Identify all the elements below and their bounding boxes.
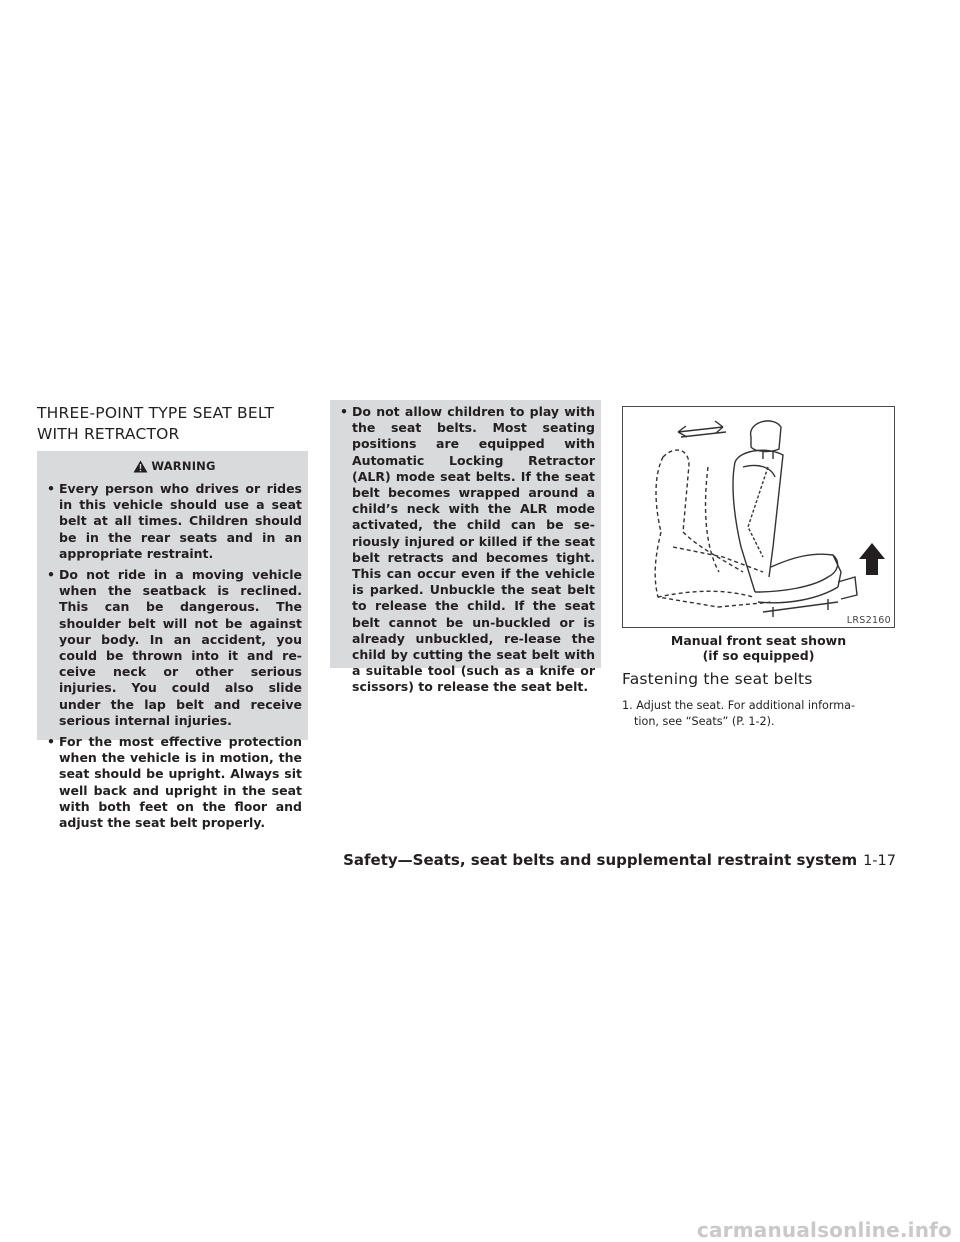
watermark — [0, 1218, 960, 1242]
watermark-text: carmanualsonline.info — [696, 1218, 952, 1242]
step-1 — [622, 698, 896, 729]
bullet: • — [340, 404, 348, 419]
warning-label: WARNING — [151, 459, 216, 473]
caption-line-1: Manual front seat shown — [670, 633, 847, 648]
section-title — [37, 403, 307, 445]
warning-item — [340, 404, 595, 696]
warning-triangle-icon — [133, 460, 148, 473]
footer-section: Safety—Seats, seat belts and supplemental restraint system — [343, 851, 858, 869]
bullet: • — [47, 567, 55, 583]
bullet: • — [47, 481, 55, 496]
warning-box-left — [37, 451, 308, 831]
warning-item-text: Every person who drives or rides in this vehicle should use a seat belt at all times. Children should be in the rear seats and in an appropriate restraint. — [59, 481, 302, 561]
page-footer — [343, 851, 896, 869]
section-title-line-1: THREE-POINT TYPE SEAT BELT — [37, 404, 275, 422]
warning-box-continued — [330, 400, 601, 695]
warning-item-text: For the most effective protection when the vehicle is in motion, the seat should be upright. Always sit well back and upright in the seat with both feet on the floor and adjust the seat belt properly. — [59, 734, 302, 831]
warning-item — [47, 567, 302, 729]
figure-caption — [622, 633, 895, 663]
seat-illustration — [622, 406, 895, 628]
subsection-title: Fastening the seat belts — [622, 670, 813, 688]
warning-item-text: Do not allow children to play with the seat belts. Most seating positions are equipped with Automatic Locking Retractor (ALR) mode seat belts. If the seat belt becomes wrapped around a child’s neck with the ALR mode activated, the child can be se-riously injured or killed if the seat belt retracts and becomes tight. This can occur even if the vehicle is parked. Unbuckle the seat belt to release the child. If the seat belt cannot be un-buckled or is already unbuckled, re-lease the child by cutting the seat belt with a suitable tool (such as a knife or scissors) to release the seat belt. — [352, 404, 595, 695]
figure-code: LRS2160 — [846, 615, 891, 626]
warning-header — [47, 455, 302, 477]
page-number: 1-17 — [863, 853, 896, 869]
warning-item-text: Do not ride in a moving vehicle when the seatback is reclined. This can be dangerous. The shoulder belt will not be against your body. In an accident, you could be thrown into it and re-ceive neck or other serious injuries. You could also slide under the lap belt and receive serious internal injuries. — [59, 567, 302, 728]
seat-drawing — [623, 407, 894, 627]
step-1-line-2: tion, see “Seats” (P. 1-2). — [634, 714, 775, 728]
warning-item — [47, 481, 302, 562]
step-1-line-1: 1. Adjust the seat. For additional informa- — [622, 699, 856, 712]
caption-line-2: (if so equipped) — [702, 648, 815, 663]
warning-item — [47, 734, 302, 831]
bullet: • — [47, 734, 55, 750]
section-title-line-2: WITH RETRACTOR — [37, 425, 180, 443]
